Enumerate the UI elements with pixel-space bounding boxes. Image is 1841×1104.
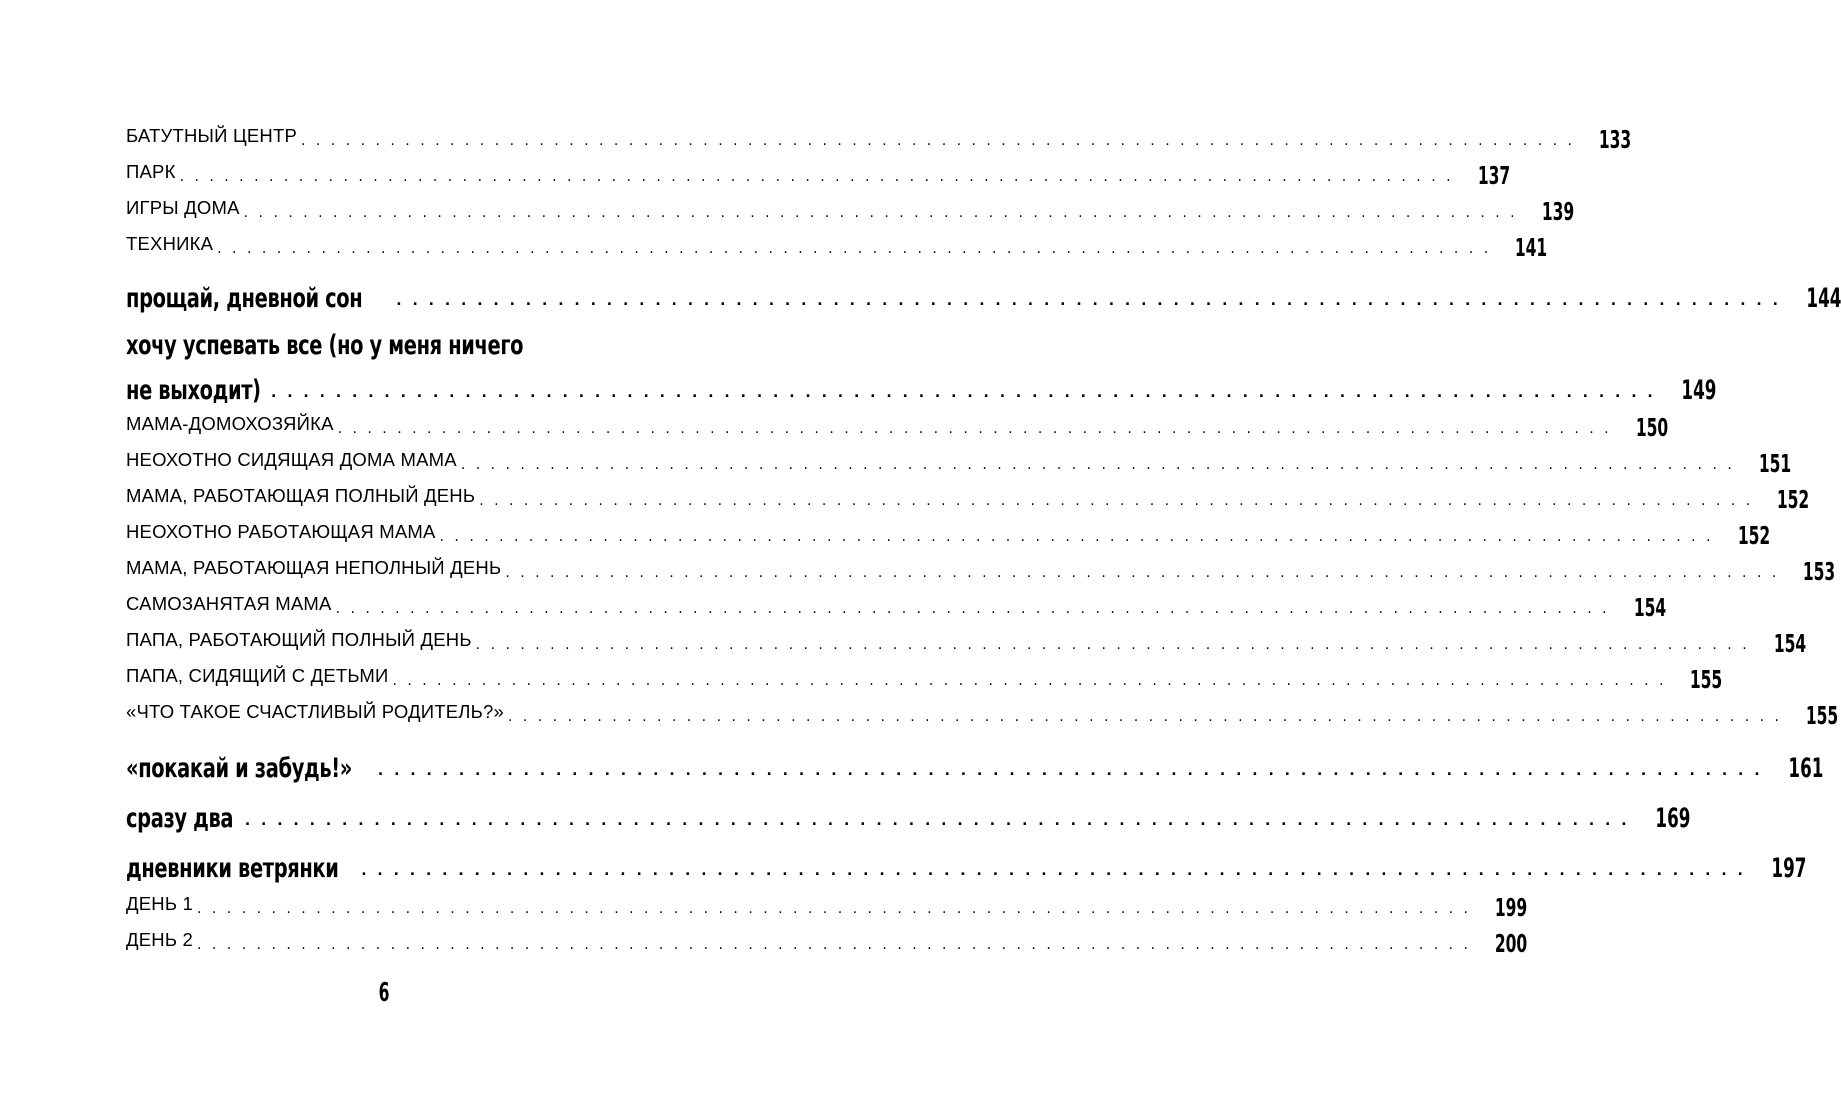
toc-entry-title: ПАПА, РАБОТАЮЩИЙ ПОЛНЫЙ ДЕНЬ (126, 629, 472, 650)
toc-chapter-page: 144 (1806, 283, 1841, 314)
toc-entry[interactable] (126, 886, 1528, 922)
toc-entry[interactable] (126, 442, 1791, 478)
toc-entry-page: 154 (1773, 629, 1806, 658)
toc-chapter-multiline[interactable] (126, 330, 1717, 406)
toc-entry[interactable] (126, 622, 1806, 658)
leader-dots: . . . . . . . . . . . . . . . . . . . . . . . . . . . . . . . . . . . . . . . . . . . . . . . . . . . . . . . . . . . . . . . . . . . . . . . . . . . . . . . . . . . . . . (460, 457, 1735, 473)
toc-entry-title: МАМА-ДОМОХОЗЯЙКА (126, 413, 334, 434)
leader-dots: . . . . . . . . . . . . . . . . . . . . . . . . . . . . . . . . . . . . . . . . . . . . . . . . . . . . . . . . . . . . . . . . . . . . . . . . . . . . . . . . . . . . . . (197, 937, 1471, 953)
table-of-contents (126, 118, 1841, 958)
toc-entry-title: НЕОХОТНО РАБОТАЮЩАЯ МАМА (126, 521, 436, 542)
toc-entry-title: МАМА, РАБОТАЮЩАЯ ПОЛНЫЙ ДЕНЬ (126, 485, 476, 506)
toc-chapter-title: сразу два (126, 803, 234, 834)
leader-dots: . . . . . . . . . . . . . . . . . . . . . . . . . . . . . . . . . . . . . . . . . . . . . . . . . . . . . . . . . . . . . . . . . . . . . . . . . . . . . . . . . . . . . . (337, 421, 1612, 437)
leader-dots: . . . . . . . . . . . . . . . . . . . . . . . . . . . . . . . . . . . . . . . . . . . . . . . . . . . . . . . . . . . . . . . . . . . . . . . . . . . . . . . . . . . . . . (243, 205, 1518, 221)
toc-entry[interactable] (126, 406, 1668, 442)
toc-entry[interactable] (126, 658, 1723, 694)
toc-chapter-page: 161 (1787, 753, 1823, 784)
toc-chapter[interactable] (126, 784, 1690, 834)
toc-entry-title: ПАРК (126, 161, 176, 182)
toc-entry-page: 154 (1633, 593, 1666, 622)
toc-entry-title: САМОЗАНЯТАЯ МАМА (126, 593, 332, 614)
leader-dots: . . . . . . . . . . . . . . . . . . . . . . . . . . . . . . . . . . . . . . . . . . . . . . . . . . . . . . . . . . . . . . . . . . . . . . . . . . . . . . . . . . . . . . (475, 637, 1750, 653)
toc-entry[interactable] (126, 922, 1528, 958)
toc-entry[interactable] (126, 190, 1574, 226)
toc-entry-page: 151 (1758, 449, 1791, 478)
toc-chapter-title: дневники ветрянки (126, 853, 339, 884)
leader-dots: . . . . . . . . . . . . . . . . . . . . . . . . . . . . . . . . . . . . . . . . . . . . . . . . . . . . . . . . . . . . . . . . . . . . . . . . . . . . . . . . . . . . . . (197, 901, 1471, 917)
leader-dots: . . . . . . . . . . . . . . . . . . . . . . . . . . . . . . . . . . . . . . . . . . . . . . . . . . . . . . . . . . . . . . . . . . . . . . . . . . . . . . . . . . . . . . (377, 763, 1763, 779)
toc-chapter-page: 197 (1771, 853, 1807, 884)
toc-chapter[interactable] (126, 268, 1841, 314)
leader-dots: . . . . . . . . . . . . . . . . . . . . . . . . . . . . . . . . . . . . . . . . . . . . . . . . . . . . . . . . . . . . . . . . . . . . . . . . . . . . . . . . . . . . . . (361, 863, 1746, 879)
toc-entry-page: 200 (1494, 929, 1528, 958)
toc-entry-page: 137 (1477, 161, 1510, 190)
toc-entry[interactable] (126, 586, 1666, 622)
leader-dots: . . . . . . . . . . . . . . . . . . . . . . . . . . . . . . . . . . . . . . . . . . . . . . . . . . . . . . . . . . . . . . . . . . . . . . . . . . . . . . . . . . . . . . (271, 385, 1656, 401)
leader-dots: . . . . . . . . . . . . . . . . . . . . . . . . . . . . . . . . . . . . . . . . . . . . . . . . . . . . . . . . . . . . . . . . . . . . . . . . . . . . . . . . . . . . . . (300, 133, 1575, 149)
toc-entry-page: 155 (1690, 665, 1723, 694)
leader-dots: . . . . . . . . . . . . . . . . . . . . . . . . . . . . . . . . . . . . . . . . . . . . . . . . . . . . . . . . . . . . . . . . . . . . . . . . . . . . . . . . . . . . . . (479, 493, 1754, 509)
toc-entry-title: ПАПА, СИДЯЩИЙ С ДЕТЬМИ (126, 665, 389, 686)
toc-chapter-page: 169 (1654, 803, 1690, 834)
toc-entry-page: 152 (1737, 521, 1770, 550)
toc-chapter-page: 149 (1681, 375, 1717, 406)
toc-entry-page: 199 (1494, 893, 1528, 922)
toc-entry[interactable] (126, 118, 1632, 154)
leader-dots: . . . . . . . . . . . . . . . . . . . . . . . . . . . . . . . . . . . . . . . . . . . . . . . . . . . . . . . . . . . . . . . . . . . . . . . . . . . . . . . . . . . . . . (439, 529, 1714, 545)
toc-chapter-title: прощай, дневной сон (126, 283, 363, 314)
leader-dots: . . . . . . . . . . . . . . . . . . . . . . . . . . . . . . . . . . . . . . . . . . . . . . . . . . . . . . . . . . . . . . . . . . . . . . . . . . . . . . . . . . . . . . (396, 293, 1781, 309)
toc-entry-title: ДЕНЬ 2 (126, 929, 193, 950)
toc-entry[interactable] (126, 550, 1836, 586)
leader-dots: . . . . . . . . . . . . . . . . . . . . . . . . . . . . . . . . . . . . . . . . . . . . . . . . . . . . . . . . . . . . . . . . . . . . . . . . . . . . . . . . . . . . . . (507, 709, 1782, 725)
toc-entry-page: 155 (1805, 701, 1839, 730)
toc-chapter[interactable] (126, 834, 1807, 884)
toc-entry[interactable] (126, 478, 1810, 514)
page-number: 6 (378, 978, 390, 1008)
leader-dots: . . . . . . . . . . . . . . . . . . . . . . . . . . . . . . . . . . . . . . . . . . . . . . . . . . . . . . . . . . . . . . . . . . . . . . . . . . . . . . . . . . . . . . (217, 241, 1492, 257)
toc-entry[interactable] (126, 694, 1839, 730)
toc-entry-page: 152 (1777, 485, 1810, 514)
toc-chapter-title-line2: не выходит) (126, 375, 261, 406)
toc-entry-title: ИГРЫ ДОМА (126, 197, 240, 218)
toc-entry[interactable] (126, 226, 1548, 262)
toc-entry-title: «ЧТО ТАКОЕ СЧАСТЛИВЫЙ РОДИТЕЛЬ?» (126, 701, 504, 722)
toc-chapter[interactable] (126, 734, 1823, 784)
toc-entry-page: 141 (1514, 233, 1548, 262)
toc-entry-title: ТЕХНИКА (126, 233, 214, 254)
toc-entry[interactable] (126, 514, 1770, 550)
toc-entry[interactable] (126, 154, 1510, 190)
toc-chapter-title: «покакай и забудь!» (126, 753, 352, 784)
leader-dots: . . . . . . . . . . . . . . . . . . . . . . . . . . . . . . . . . . . . . . . . . . . . . . . . . . . . . . . . . . . . . . . . . . . . . . . . . . . . . . . . . . . . . . (179, 169, 1454, 185)
leader-dots: . . . . . . . . . . . . . . . . . . . . . . . . . . . . . . . . . . . . . . . . . . . . . . . . . . . . . . . . . . . . . . . . . . . . . . . . . . . . . . . . . . . . . . (392, 673, 1667, 689)
toc-entry-page: 153 (1803, 557, 1836, 586)
leader-dots: . . . . . . . . . . . . . . . . . . . . . . . . . . . . . . . . . . . . . . . . . . . . . . . . . . . . . . . . . . . . . . . . . . . . . . . . . . . . . . . . . . . . . . (244, 813, 1630, 829)
toc-entry-page: 150 (1635, 413, 1668, 442)
leader-dots: . . . . . . . . . . . . . . . . . . . . . . . . . . . . . . . . . . . . . . . . . . . . . . . . . . . . . . . . . . . . . . . . . . . . . . . . . . . . . . . . . . . . . . (335, 601, 1610, 617)
leader-dots: . . . . . . . . . . . . . . . . . . . . . . . . . . . . . . . . . . . . . . . . . . . . . . . . . . . . . . . . . . . . . . . . . . . . . . . . . . . . . . . . . . . . . . (505, 565, 1780, 581)
toc-entry-page: 133 (1598, 125, 1632, 154)
toc-entry-title: НЕОХОТНО СИДЯЩАЯ ДОМА МАМА (126, 449, 457, 470)
toc-entry-title: ДЕНЬ 1 (126, 893, 193, 914)
toc-entry-page: 139 (1541, 197, 1574, 226)
toc-entry-title: БАТУТНЫЙ ЦЕНТР (126, 125, 297, 146)
toc-entry-title: МАМА, РАБОТАЮЩАЯ НЕПОЛНЫЙ ДЕНЬ (126, 557, 502, 578)
toc-chapter-title-line1: хочу успевать все (но у меня ничего (126, 330, 524, 361)
